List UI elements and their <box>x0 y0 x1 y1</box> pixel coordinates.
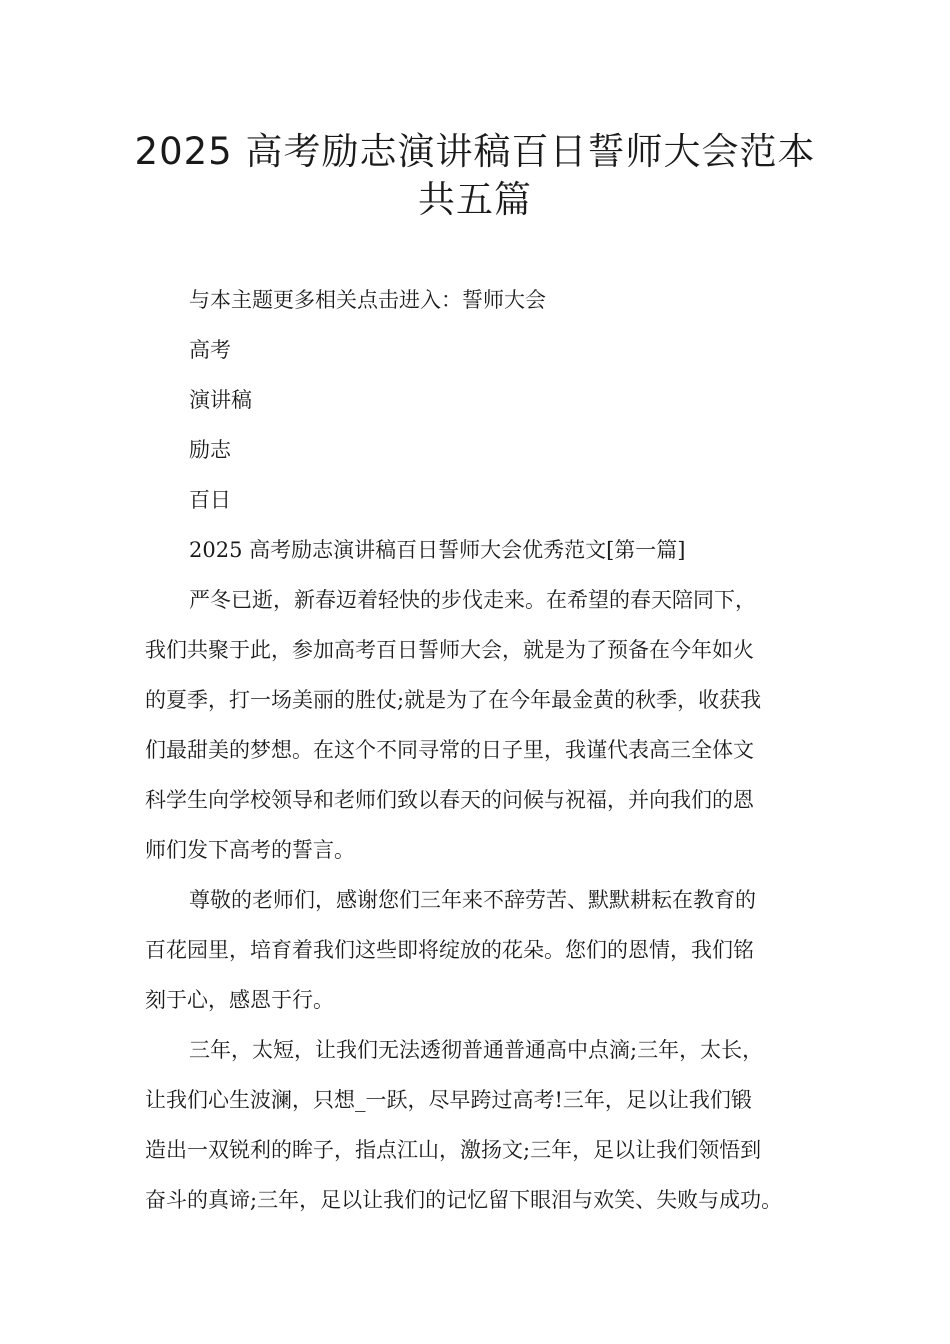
paragraph-line: 尊敬的老师们，感谢您们三年来不辞劳苦、默默耕耘在教育的 <box>189 888 756 912</box>
paragraph-line: 刻于心，感恩于行。 <box>145 988 334 1012</box>
related-link-inspiration[interactable]: 励志 <box>189 438 231 462</box>
related-topics-prefix: 与本主题更多相关点击进入： <box>189 288 462 312</box>
paragraph-line: 造出一双锐利的眸子，指点江山，激扬文;三年，足以让我们领悟到 <box>145 1138 762 1162</box>
paragraph-line: 百花园里，培育着我们这些即将绽放的花朵。您们的恩情，我们铭 <box>145 938 754 962</box>
related-link-oath-meeting[interactable]: 誓师大会 <box>462 288 546 312</box>
paragraph-3 <box>145 1030 810 1230</box>
paragraph-line: 科学生向学校领导和老师们致以春天的问候与祝福，并向我们的恩 <box>145 788 754 812</box>
related-topics-line <box>145 280 810 330</box>
paragraph-line: 严冬已逝，新春迈着轻快的步伐走来。在希望的春天陪同下， <box>189 588 756 612</box>
paragraph-line: 我们共聚于此，参加高考百日誓师大会，就是为了预备在今年如火 <box>145 638 754 662</box>
title-line-2: 共五篇 <box>418 178 532 221</box>
related-link-speech[interactable]: 演讲稿 <box>189 388 252 412</box>
document-body <box>145 280 810 1230</box>
related-link-gaokao[interactable]: 高考 <box>189 338 231 362</box>
paragraph-line: 奋斗的真谛;三年，足以让我们的记忆留下眼泪与欢笑、失败与成功。 <box>145 1188 783 1212</box>
title-line-1: 2025 高考励志演讲稿百日誓师大会范本 <box>134 130 816 173</box>
paragraph-2 <box>145 880 810 1030</box>
paragraph-line: 三年，太短，让我们无法透彻普通普通高中点滴;三年，太长， <box>189 1038 764 1062</box>
document-title <box>120 128 830 224</box>
paragraph-line: 们最甜美的梦想。在这个不同寻常的日子里，我谨代表高三全体文 <box>145 738 754 762</box>
related-link-hundred-days[interactable]: 百日 <box>189 488 231 512</box>
paragraph-line: 的夏季，打一场美丽的胜仗;就是为了在今年最金黄的秋季，收获我 <box>145 688 762 712</box>
paragraph-1 <box>145 580 810 880</box>
section-heading: 2025 高考励志演讲稿百日誓师大会优秀范文[第一篇] <box>189 538 686 562</box>
paragraph-line: 让我们心生波澜，只想_一跃，尽早跨过高考!三年，足以让我们锻 <box>145 1088 752 1112</box>
paragraph-line: 师们发下高考的誓言。 <box>145 838 355 862</box>
